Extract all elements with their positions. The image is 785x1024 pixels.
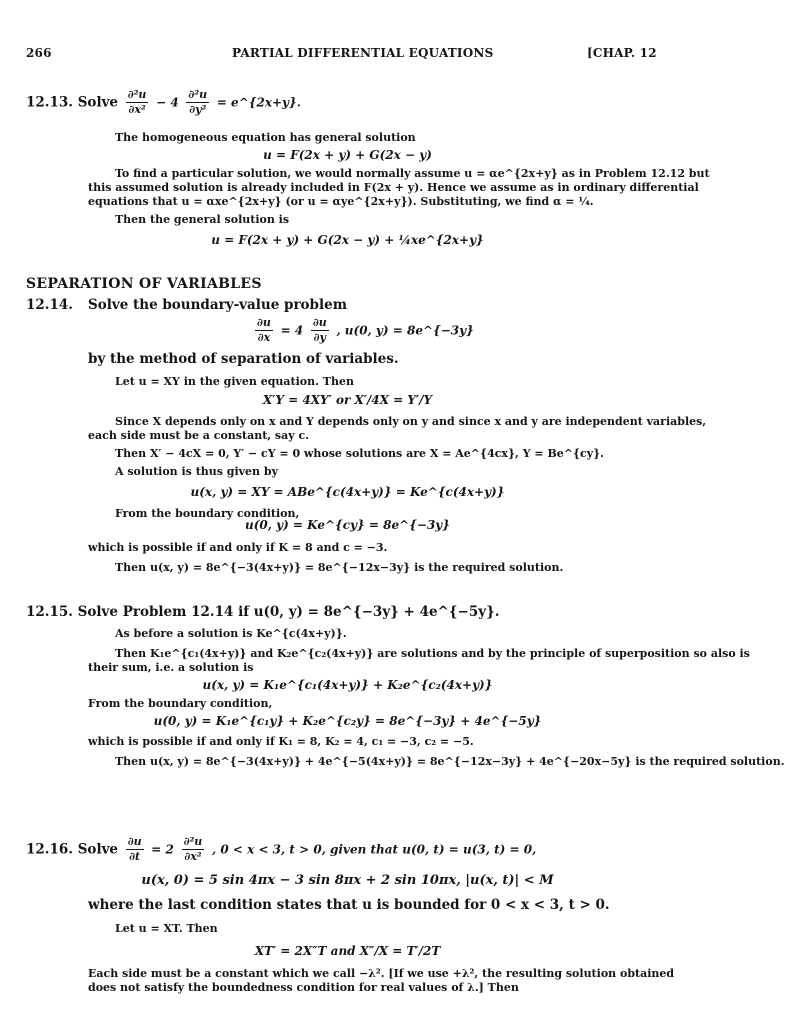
p15-line-3: their sum, i.e. a solution is [88,661,254,674]
p16-line-1: where the last condition states that u is bounded for 0 < x < 3, t > 0. [88,897,610,913]
problem-number: 12.13. [26,94,73,111]
p14-equation-1: X′Y = 4XY′ or X′/4X = Y′/Y [262,393,433,407]
p13-line-5: Then the general solution is [115,213,290,226]
p14-line-7: which is possible if and only if K = 8 and c = −3. [88,541,388,554]
p14-line-5: A solution is thus given by [115,465,278,478]
solve-label: Solve [77,94,119,111]
p13-equation-1: u = F(2x + y) + G(2x − y) [263,148,432,162]
p14-line-4: Then X′ − 4cX = 0, Y′ − cY = 0 whose solutions are X = Ae^{4cx}, Y = Be^{cy}. [115,447,605,460]
fraction-du-dx: $\frac{\partial u}{\partial x}$ [257,316,271,344]
p16-line-2: Let u = XT. Then [115,922,218,935]
p13-line-4: equations that u = αxe^{2x+y} (or u = αye^{2x+y}). Substituting, we find α = ¼. [88,195,594,208]
solve-label: Solve [77,841,119,858]
p15-line-6: Then u(x, y) = 8e^{−3(4x+y)} + 4e^{−5(4x+y)} = 8e^{−12x−3y} + 4e^{−20x−5y} is the required solution. [115,755,785,768]
problem-12-13-statement: 12.13. Solve $\frac{\text{∂²u}}{\text{∂x²}}$ − 4 $\frac{\text{∂²u}}{\text{∂y²}}$ = e^{2x+y}. [26,88,301,116]
fraction-d2u-dx2: $\frac{\text{∂²u}}{\text{∂x²}}$ [127,88,147,116]
p14-line-3: each side must be a constant, say c. [88,429,309,442]
fraction-du-dy: $\frac{\partial u}{\partial y}$ [312,316,327,344]
p14-equation-2: u(x, y) = XY = ABe^{c(4x+y)} = Ke^{c(4x+y)} [190,485,505,499]
p16-equation-1: u(x, 0) = 5 sin 4πx − 3 sin 8πx + 2 sin 10πx, |u(x, t)| < M [141,873,554,888]
p15-line-5: which is possible if and only if K₁ = 8, K₂ = 4, c₁ = −3, c₂ = −5. [88,735,474,748]
p14-line-2: Since X depends only on x and Y depends only on y and since x and y are independent variables, [115,415,707,428]
p15-equation-1: u(x, y) = K₁e^{c₁(4x+y)} + K₂e^{c₂(4x+y)} [202,678,493,692]
problem-12-15-statement: 12.15. Solve Problem 12.14 if u(0, y) = 8e^{−3y} + 4e^{−5y}. [26,604,500,620]
p14-line-8: Then u(x, y) = 8e^{−3(4x+y)} = 8e^{−12x−3y} is the required solution. [115,561,564,574]
problem-number: 12.16. [26,841,73,858]
p13-equation-2: u = F(2x + y) + G(2x − y) + ¼xe^{2x+y} [211,233,484,247]
p16-line-4: does not satisfy the boundedness condition for real values of λ.] Then [88,981,519,994]
p13-line-1: The homogeneous equation has general solution [115,131,416,144]
p14-equation-3: u(0, y) = Ke^{cy} = 8e^{−3y} [245,518,450,532]
page-number: 266 [26,46,52,60]
chapter-label: [CHAP. 12 [587,46,657,60]
running-title: PARTIAL DIFFERENTIAL EQUATIONS [232,46,494,60]
p14-line-1: Let u = XY in the given equation. Then [115,375,354,388]
p14-line-6: From the boundary condition, [115,507,300,520]
problem-12-16-statement: 12.16. Solve $\frac{\partial u}{\partial t}$ = 2 $\frac{\text{∂²u}}{\text{∂x²}}$ , 0 < x < 3, t > 0, given that u(0, t) = u(3, t) = 0, [26,835,537,863]
fraction-d2u-dx2: $\frac{\text{∂²u}}{\text{∂x²}}$ [183,835,203,863]
problem-12-14-statement: Solve the boundary-value problem [88,297,347,313]
p16-equation-2: XT′ = 2X″T and X″/X = T′/2T [254,944,441,958]
p13-line-3: this assumed solution is already included in F(2x + y). Hence we assume as in ordinary differential [88,181,699,194]
p15-line-2: Then K₁e^{c₁(4x+y)} and K₂e^{c₂(4x+y)} are solutions and by the principle of superposition so also is [115,647,750,660]
p15-line-4: From the boundary condition, [88,697,273,710]
problem-number: 12.14. [26,297,73,313]
p13-line-2: To find a particular solution, we would normally assume u = αe^{2x+y} as in Problem 12.12 but [115,167,710,180]
problem-12-14-equation: $\frac{\partial u}{\partial x}$ = 4 $\frac{\partial u}{\partial y}$ , u(0, y) = 8e^{−3y} [257,316,474,344]
p15-line-1: As before a solution is Ke^{c(4x+y)}. [115,627,347,640]
fraction-d2u-dy2: $\frac{\text{∂²u}}{\text{∂y²}}$ [188,88,208,116]
fraction-du-dt: $\frac{\partial u}{\partial t}$ [127,835,142,863]
section-title: SEPARATION OF VARIABLES [26,276,262,292]
p15-equation-2: u(0, y) = K₁e^{c₁y} + K₂e^{c₂y} = 8e^{−3y} + 4e^{−5y} [153,714,542,728]
p16-line-3: Each side must be a constant which we call −λ². [If we use +λ², the resulting solution obtained [88,967,675,980]
p14-method: by the method of separation of variables. [88,351,399,367]
